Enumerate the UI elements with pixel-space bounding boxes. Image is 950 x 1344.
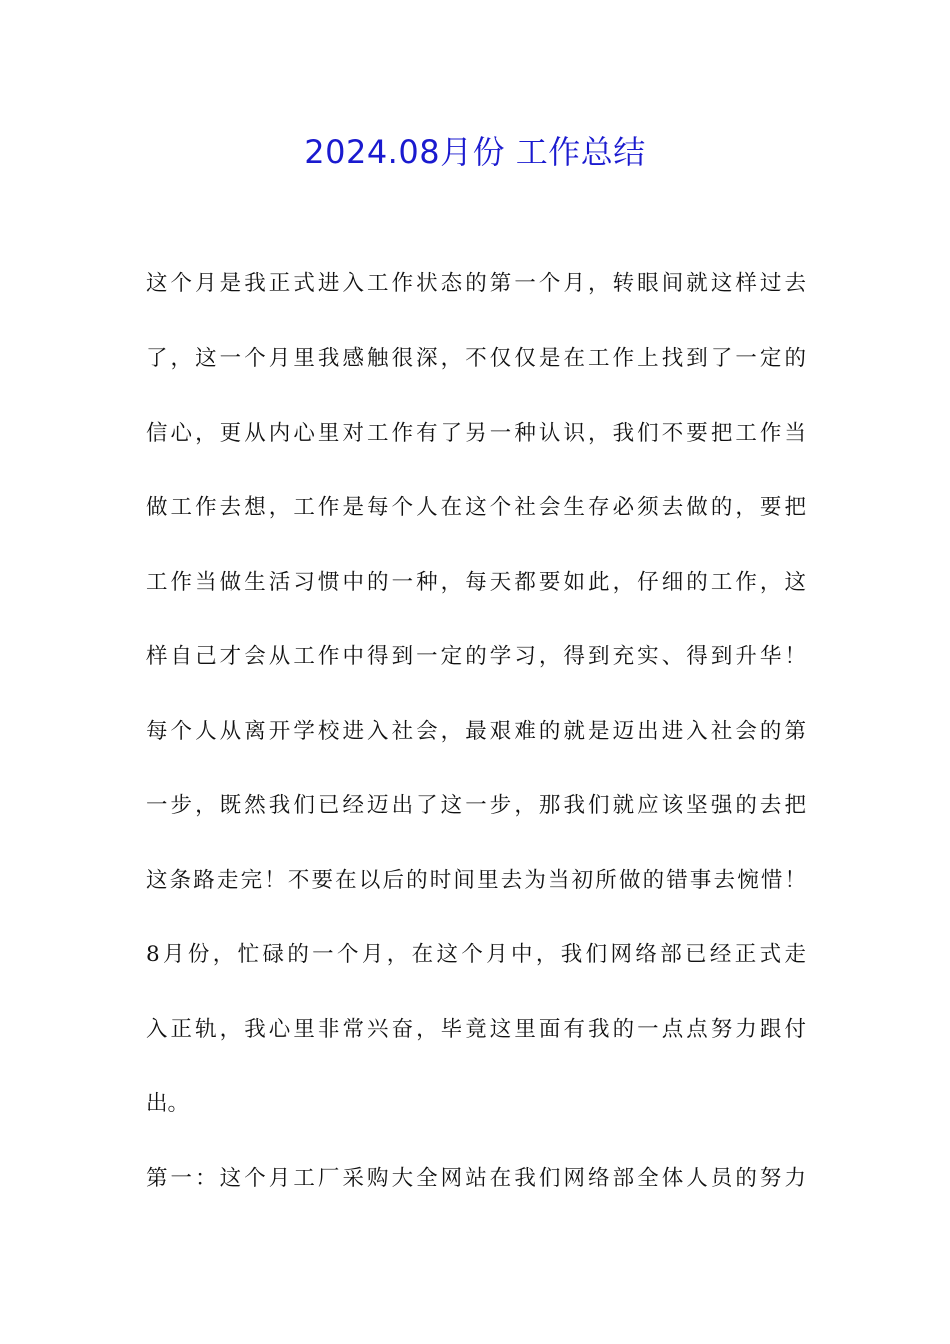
paragraph-line: 这个月是我正式进入工作状态的第一个月，转眼间就这样过去	[146, 271, 806, 296]
paragraph-line: 出。	[146, 1091, 190, 1116]
paragraph-line: 做工作去想，工作是每个人在这个社会生存必须去做的，要把	[146, 495, 806, 520]
paragraph-line: 第一：这个月工厂采购大全网站在我们网络部全体人员的努力	[146, 1166, 806, 1191]
paragraph-line: 了，这一个月里我感触很深，不仅仅是在工作上找到了一定的	[146, 346, 806, 371]
paragraph-line: 信心，更从内心里对工作有了另一种认识，我们不要把工作当	[146, 421, 806, 446]
paragraph-line: 这条路走完！不要在以后的时间里去为当初所做的错事去惋惜！	[146, 868, 806, 893]
paragraph-line: 每个人从离开学校进入社会，最艰难的就是迈出进入社会的第	[146, 719, 806, 744]
paragraph-line: 工作当做生活习惯中的一种，每天都要如此，仔细的工作，这	[146, 570, 806, 595]
paragraph-line: 样自己才会从工作中得到一定的学习，得到充实、得到升华！	[146, 644, 806, 669]
paragraph-line: 一步，既然我们已经迈出了这一步，那我们就应该坚强的去把	[146, 793, 806, 818]
document-title: 2024.08月份 工作总结	[304, 133, 646, 171]
paragraph-line: 入正轨，我心里非常兴奋，毕竟这里面有我的一点点努力跟付	[146, 1017, 806, 1042]
paragraph-line: 8月份，忙碌的一个月，在这个月中，我们网络部已经正式走	[146, 942, 806, 967]
